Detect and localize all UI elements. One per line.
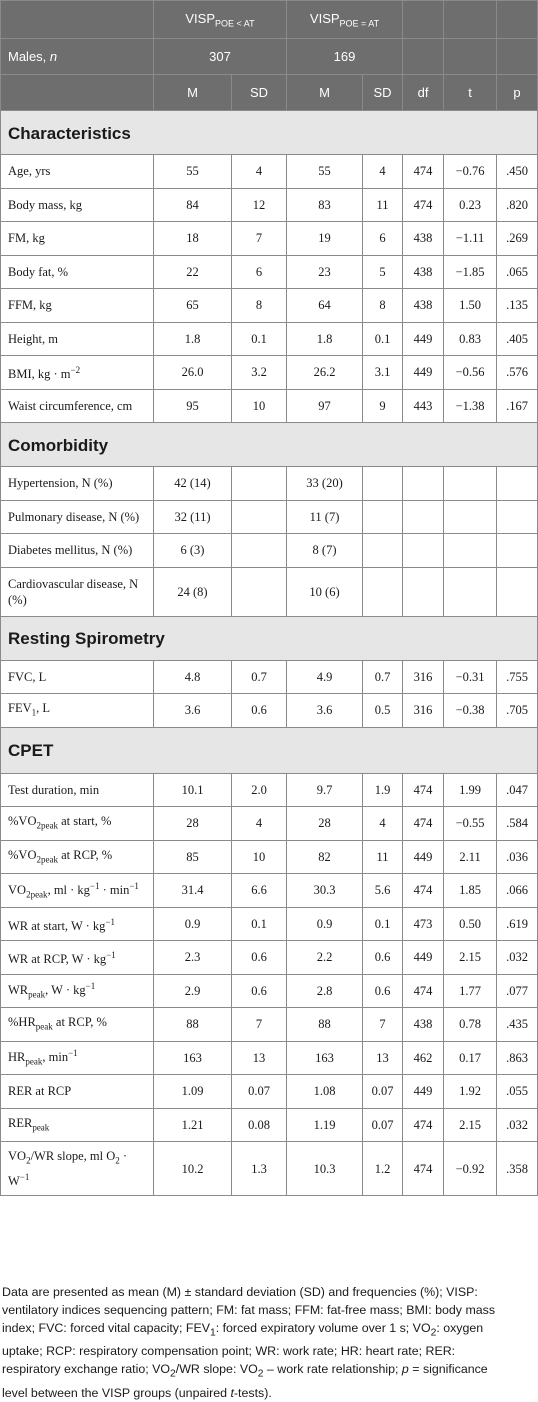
cell-sd2: [363, 567, 403, 616]
cell-m1: 42 (14): [154, 467, 232, 501]
section-header-row: [1, 111, 538, 155]
cell-m2: 3.6: [287, 694, 363, 728]
cell-p: .863: [497, 1041, 538, 1075]
col-t: t: [444, 75, 497, 111]
cell-sd1: 0.1: [232, 322, 287, 356]
cell-label: Age, yrs: [1, 155, 154, 189]
cell-sd1: 4: [232, 807, 287, 841]
cell-label: $FEV_1$, L: [1, 694, 154, 728]
cell-sd2: 11: [363, 188, 403, 222]
cell-sd1: 0.7: [232, 660, 287, 694]
table-row: [1, 974, 538, 1008]
cell-sd2: 11: [363, 840, 403, 874]
cell-df: 473: [403, 907, 444, 941]
cell-p: .619: [497, 907, 538, 941]
table-row: [1, 1075, 538, 1109]
cell-t: 2.15: [444, 1108, 497, 1142]
cell-sd2: [363, 467, 403, 501]
cell-sd1: 2.0: [232, 773, 287, 807]
col-sd1: SD: [232, 75, 287, 111]
cell-t: 0.23: [444, 188, 497, 222]
cell-m1: 2.9: [154, 974, 232, 1008]
cell-sd2: 5.6: [363, 874, 403, 908]
cell-m1: 0.9: [154, 907, 232, 941]
cell-df: 449: [403, 356, 444, 390]
blank-cell: [1, 75, 154, 111]
cell-p: .032: [497, 1108, 538, 1142]
cell-sd2: [363, 500, 403, 534]
sample-size-row: [1, 39, 538, 75]
cell-m2: 64: [287, 289, 363, 323]
table-row: [1, 222, 538, 256]
cell-df: [403, 467, 444, 501]
blank-cell: [497, 39, 538, 75]
cell-t: 0.50: [444, 907, 497, 941]
table-footnote: Data are presented as mean (M) ± standard deviation (SD) and frequencies (%); VISP: ventilatory indices sequencing pattern; FM: fat mass; FFM: fat-free mass; BMI: body mass index; FVC: forced vital capacity; $FEV_1$: forced expiratory volume over 1 s; $VO_2$: oxygen uptake; RCP: respiratory compensation point; WR: work rate; HR: heart rate; RER: respiratory exchange ratio; $VO_2/WR$ slope: $VO_2$ – work rate relationship; p = significance level between the VISP groups (unpaired t-tests).: [2, 1285, 496, 1400]
blank-cell: [403, 39, 444, 75]
table-row: [1, 389, 538, 423]
cell-t: 0.78: [444, 1008, 497, 1042]
cell-sd1: 0.08: [232, 1108, 287, 1142]
table-row: [1, 567, 538, 616]
cell-m1: 55: [154, 155, 232, 189]
cell-m1: 31.4: [154, 874, 232, 908]
cell-df: 438: [403, 289, 444, 323]
cell-label: Diabetes mellitus, N (%): [1, 534, 154, 568]
cell-sd1: [232, 467, 287, 501]
cell-df: 449: [403, 941, 444, 975]
cell-sd1: 10: [232, 389, 287, 423]
cell-p: .405: [497, 322, 538, 356]
cell-p: [497, 467, 538, 501]
cell-t: 1.92: [444, 1075, 497, 1109]
cell-m1: 1.21: [154, 1108, 232, 1142]
cell-sd1: 4: [232, 155, 287, 189]
section-title: Resting Spirometry: [1, 616, 538, 660]
cell-sd1: 0.6: [232, 941, 287, 975]
cell-t: 2.11: [444, 840, 497, 874]
cell-sd2: 13: [363, 1041, 403, 1075]
cell-p: .047: [497, 773, 538, 807]
cell-m2: 33 (20): [287, 467, 363, 501]
cell-p: .435: [497, 1008, 538, 1042]
cell-t: 0.83: [444, 322, 497, 356]
cell-sd1: 6.6: [232, 874, 287, 908]
cell-df: 474: [403, 874, 444, 908]
cell-m1: 10.2: [154, 1142, 232, 1196]
table-row: [1, 500, 538, 534]
cell-sd1: [232, 534, 287, 568]
cell-t: 1.85: [444, 874, 497, 908]
cell-t: −0.31: [444, 660, 497, 694]
cell-t: [444, 534, 497, 568]
table-row: [1, 874, 538, 908]
cell-df: 449: [403, 840, 444, 874]
df-header-blank: [403, 1, 444, 39]
table-row: [1, 1008, 538, 1042]
cell-m1: 88: [154, 1008, 232, 1042]
cell-df: 474: [403, 188, 444, 222]
cell-label: Height, m: [1, 322, 154, 356]
cell-p: .066: [497, 874, 538, 908]
cell-label: $VO_{2peak}$, ml · $kg^{-1} \cdot \min^{-1}$: [1, 874, 154, 908]
cell-t: −0.92: [444, 1142, 497, 1196]
cell-df: 438: [403, 1008, 444, 1042]
cell-m2: 1.8: [287, 322, 363, 356]
cell-p: .584: [497, 807, 538, 841]
cell-t: −0.38: [444, 694, 497, 728]
cell-p: .032: [497, 941, 538, 975]
cell-t: 1.50: [444, 289, 497, 323]
cell-t: 2.15: [444, 941, 497, 975]
cell-sd2: 0.07: [363, 1108, 403, 1142]
cell-p: .077: [497, 974, 538, 1008]
cell-m2: 30.3: [287, 874, 363, 908]
col-m2: M: [287, 75, 363, 111]
cell-m1: 26.0: [154, 356, 232, 390]
table-row: [1, 773, 538, 807]
cell-m2: 2.2: [287, 941, 363, 975]
column-header-row: [1, 75, 538, 111]
cell-label: $VO_2/WR$ slope, ml $O_2 \cdot W^{-1}$: [1, 1142, 154, 1196]
cell-label: $HR_{peak}$, $\min^{-1}$: [1, 1041, 154, 1075]
cell-p: [497, 500, 538, 534]
table-row: [1, 289, 538, 323]
cell-t: [444, 467, 497, 501]
cell-df: 443: [403, 389, 444, 423]
cell-label: $\%VO_{2peak}$ at start, %: [1, 807, 154, 841]
cell-sd2: 4: [363, 155, 403, 189]
cell-m2: 2.8: [287, 974, 363, 1008]
corner-cell: [1, 1, 154, 39]
cell-df: 462: [403, 1041, 444, 1075]
cell-m2: 88: [287, 1008, 363, 1042]
cell-m2: 1.19: [287, 1108, 363, 1142]
cell-m1: 32 (11): [154, 500, 232, 534]
cell-label: $\%HR_{peak}$ at RCP, %: [1, 1008, 154, 1042]
cell-t: −0.56: [444, 356, 497, 390]
cell-t: [444, 500, 497, 534]
cell-sd2: 0.5: [363, 694, 403, 728]
cell-label: Body mass, kg: [1, 188, 154, 222]
col-df: df: [403, 75, 444, 111]
cell-m2: 23: [287, 255, 363, 289]
cell-t: 0.17: [444, 1041, 497, 1075]
cell-label: Test duration, min: [1, 773, 154, 807]
section-title: Comorbidity: [1, 423, 538, 467]
cell-label: WR at start, $W \cdot kg^{-1}$: [1, 907, 154, 941]
cell-df: 438: [403, 222, 444, 256]
cell-sd1: 1.3: [232, 1142, 287, 1196]
cell-m2: 8 (7): [287, 534, 363, 568]
cell-p: .135: [497, 289, 538, 323]
table-row: [1, 907, 538, 941]
cell-df: 474: [403, 1108, 444, 1142]
table-row: [1, 660, 538, 694]
cell-sd1: [232, 567, 287, 616]
cell-m2: 0.9: [287, 907, 363, 941]
cell-p: .820: [497, 188, 538, 222]
cell-df: 474: [403, 1142, 444, 1196]
cell-sd2: 0.1: [363, 322, 403, 356]
cell-sd2: 0.07: [363, 1075, 403, 1109]
cell-m2: 19: [287, 222, 363, 256]
cell-df: 449: [403, 1075, 444, 1109]
cell-m1: 28: [154, 807, 232, 841]
cell-label: WR at RCP, $W \cdot kg^{-1}$: [1, 941, 154, 975]
males-label: Males, n: [1, 39, 154, 75]
cell-t: −0.55: [444, 807, 497, 841]
table-row: [1, 188, 538, 222]
cell-sd1: 0.07: [232, 1075, 287, 1109]
cell-sd2: 6: [363, 222, 403, 256]
cell-sd2: 1.9: [363, 773, 403, 807]
cell-df: 438: [403, 255, 444, 289]
section-header-row: [1, 616, 538, 660]
cell-m2: 26.2: [287, 356, 363, 390]
blank-cell: [444, 39, 497, 75]
cell-m1: 10.1: [154, 773, 232, 807]
cell-m2: 11 (7): [287, 500, 363, 534]
cell-df: 316: [403, 694, 444, 728]
cell-sd1: 13: [232, 1041, 287, 1075]
cell-m1: 65: [154, 289, 232, 323]
cell-p: [497, 534, 538, 568]
table-row: [1, 1108, 538, 1142]
cell-sd1: 8: [232, 289, 287, 323]
section-header-row: [1, 423, 538, 467]
cell-df: [403, 500, 444, 534]
table-row: [1, 155, 538, 189]
col-sd2: SD: [363, 75, 403, 111]
cell-p: .450: [497, 155, 538, 189]
cell-sd2: 9: [363, 389, 403, 423]
cell-label: RER at RCP: [1, 1075, 154, 1109]
cell-sd2: 8: [363, 289, 403, 323]
cell-label: FFM, kg: [1, 289, 154, 323]
cell-sd1: 7: [232, 1008, 287, 1042]
table-row: [1, 840, 538, 874]
cell-sd2: 0.7: [363, 660, 403, 694]
cell-df: 474: [403, 155, 444, 189]
cell-sd1: 0.6: [232, 974, 287, 1008]
cell-sd2: 0.1: [363, 907, 403, 941]
cell-m1: 24 (8): [154, 567, 232, 616]
cell-m1: 1.09: [154, 1075, 232, 1109]
cell-m1: 1.8: [154, 322, 232, 356]
cell-m2: 28: [287, 807, 363, 841]
cell-p: .055: [497, 1075, 538, 1109]
cell-sd1: 0.6: [232, 694, 287, 728]
t-header-blank: [444, 1, 497, 39]
group2-n: 169: [287, 39, 403, 75]
cell-label: Body fat, %: [1, 255, 154, 289]
cell-m1: 163: [154, 1041, 232, 1075]
cell-m1: 22: [154, 255, 232, 289]
cell-df: [403, 534, 444, 568]
group1-header: $VISP_{POE < AT}$: [154, 1, 287, 39]
cell-m2: 55: [287, 155, 363, 189]
cell-sd2: 3.1: [363, 356, 403, 390]
table-row: [1, 467, 538, 501]
cell-sd1: 6: [232, 255, 287, 289]
table-row: [1, 322, 538, 356]
cell-sd1: 10: [232, 840, 287, 874]
table-row: [1, 534, 538, 568]
cell-df: [403, 567, 444, 616]
cell-label: $RER_{peak}$: [1, 1108, 154, 1142]
cell-t: [444, 567, 497, 616]
cell-t: −1.85: [444, 255, 497, 289]
section-title: CPET: [1, 727, 538, 773]
group-header-row: [1, 1, 538, 39]
cell-label: FVC, L: [1, 660, 154, 694]
col-p: p: [497, 75, 538, 111]
cell-m1: 3.6: [154, 694, 232, 728]
cell-m1: 18: [154, 222, 232, 256]
table-row: [1, 1041, 538, 1075]
table-row: [1, 255, 538, 289]
p-header-blank: [497, 1, 538, 39]
cell-m2: 83: [287, 188, 363, 222]
cell-m2: 163: [287, 1041, 363, 1075]
cell-sd2: 0.6: [363, 941, 403, 975]
cell-sd1: [232, 500, 287, 534]
cell-p: .358: [497, 1142, 538, 1196]
table-row: [1, 1142, 538, 1196]
cell-sd1: 0.1: [232, 907, 287, 941]
section-header-row: [1, 727, 538, 773]
cell-sd2: 4: [363, 807, 403, 841]
cell-m2: 10.3: [287, 1142, 363, 1196]
cell-label: Cardiovascular disease, N (%): [1, 567, 154, 616]
cell-m1: 84: [154, 188, 232, 222]
cell-sd2: 1.2: [363, 1142, 403, 1196]
group2-header: $VISP_{POE = AT}$: [287, 1, 403, 39]
cell-label: Waist circumference, cm: [1, 389, 154, 423]
cell-m1: 95: [154, 389, 232, 423]
cell-label: FM, kg: [1, 222, 154, 256]
cell-p: .065: [497, 255, 538, 289]
cell-m2: 1.08: [287, 1075, 363, 1109]
table-row: [1, 807, 538, 841]
cell-sd2: 5: [363, 255, 403, 289]
table-row: [1, 941, 538, 975]
cell-m1: 6 (3): [154, 534, 232, 568]
cell-sd2: [363, 534, 403, 568]
group1-n: 307: [154, 39, 287, 75]
section-title: Characteristics: [1, 111, 538, 155]
cell-m2: 82: [287, 840, 363, 874]
col-m1: M: [154, 75, 232, 111]
cell-df: 316: [403, 660, 444, 694]
cell-m1: 4.8: [154, 660, 232, 694]
cell-m2: 9.7: [287, 773, 363, 807]
cell-p: .576: [497, 356, 538, 390]
cell-t: −1.38: [444, 389, 497, 423]
cell-label: Pulmonary disease, N (%): [1, 500, 154, 534]
cell-sd1: 7: [232, 222, 287, 256]
cell-p: .167: [497, 389, 538, 423]
cell-label: BMI, kg · $m^{-2}$: [1, 356, 154, 390]
cell-df: 449: [403, 322, 444, 356]
cell-df: 474: [403, 807, 444, 841]
table-row: [1, 694, 538, 728]
cell-p: [497, 567, 538, 616]
table-row: [1, 356, 538, 390]
cell-m2: 10 (6): [287, 567, 363, 616]
cell-t: −0.76: [444, 155, 497, 189]
cell-m2: 4.9: [287, 660, 363, 694]
cell-m1: 2.3: [154, 941, 232, 975]
cell-t: 1.77: [444, 974, 497, 1008]
cell-sd2: 7: [363, 1008, 403, 1042]
cell-p: .755: [497, 660, 538, 694]
cell-sd1: 3.2: [232, 356, 287, 390]
cell-p: .705: [497, 694, 538, 728]
cell-p: .269: [497, 222, 538, 256]
cell-label: $\%VO_{2peak}$ at RCP, %: [1, 840, 154, 874]
cell-sd2: 0.6: [363, 974, 403, 1008]
cell-t: 1.99: [444, 773, 497, 807]
cell-df: 474: [403, 974, 444, 1008]
cell-df: 474: [403, 773, 444, 807]
cell-label: $WR_{peak}$, $W \cdot kg^{-1}$: [1, 974, 154, 1008]
cell-m1: 85: [154, 840, 232, 874]
cell-p: .036: [497, 840, 538, 874]
cell-label: Hypertension, N (%): [1, 467, 154, 501]
cell-m2: 97: [287, 389, 363, 423]
cell-sd1: 12: [232, 188, 287, 222]
cell-t: −1.11: [444, 222, 497, 256]
